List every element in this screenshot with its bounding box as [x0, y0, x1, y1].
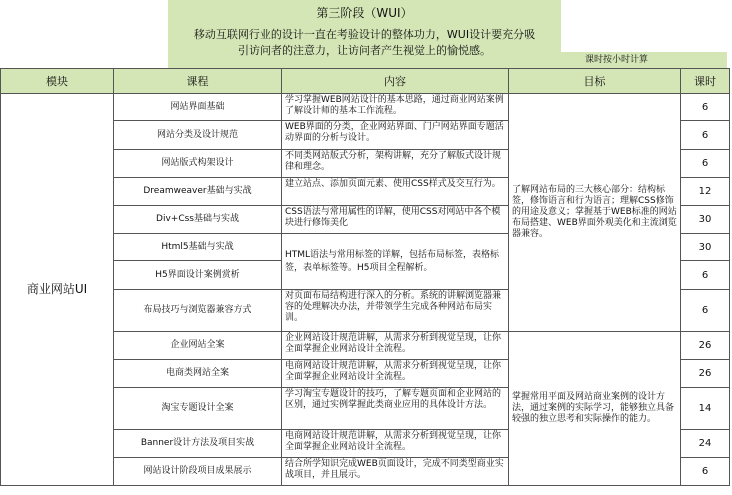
content-cell: 电商网站设计规范讲解，从需求分析到视觉呈现，让你全面掌握企业网站设计全流程。: [282, 360, 509, 388]
course-cell: 布局技巧与浏览器兼容方式: [114, 290, 282, 332]
course-cell: 淘宝专题设计全案: [114, 388, 282, 430]
hours-cell: 24: [681, 430, 730, 458]
stage-description-line-2: 引访问者的注意力，让访问者产生视觉上的愉悦感。: [238, 44, 491, 57]
column-header-goal: 目标: [509, 69, 681, 94]
course-table: [0, 68, 730, 486]
hours-cell: 26: [681, 360, 730, 388]
hours-cell: 6: [681, 458, 730, 486]
hours-cell: 14: [681, 388, 730, 430]
hours-cell: 6: [681, 94, 730, 121]
content-cell: WEB界面的分类，企业网站界面、门户网站界面专题活动界面的分析与设计。: [282, 121, 509, 150]
content-cell: 不同类网站版式分析，架构讲解，充分了解版式设计规律和理念。: [282, 150, 509, 178]
stage-description-line-1: 移动互联网行业的设计一直在考验设计的整体功力，WUI设计要充分吸: [193, 28, 536, 41]
content-cell: CSS语法与常用属性的详解，使用CSS对网站中各个模块进行修饰美化: [282, 206, 509, 234]
stage-banner: [168, 0, 561, 68]
column-header-hours: 课时: [681, 69, 730, 94]
stage-description: [174, 27, 555, 59]
course-cell: H5界面设计案例赏析: [114, 261, 282, 290]
goal-cell-1: 了解网站布局的三大核心部分：结构标签，修饰语言和行为语言；理解CSS修饰的用途及意义；掌握基于WEB标准的网站布局搭建、WEB界面外观美化和主流浏览器兼容。: [509, 94, 681, 332]
course-cell: 网站设计阶段项目成果展示: [114, 458, 282, 486]
stage-title: 第三阶段（WUI）: [316, 6, 413, 20]
content-cell: 建立站点、添加页面元素、使用CSS样式及交互行为。: [282, 178, 509, 206]
module-cell: 商业网站UI: [1, 94, 114, 486]
hours-cell: 6: [681, 121, 730, 150]
content-cell: 对页面布局结构进行深入的分析。系统的讲解浏览器兼容的处理解决办法，并带领学生完成各种网站布局实训。: [282, 290, 509, 332]
table-header-row: [1, 69, 730, 94]
content-cell: 学习掌握WEB网站设计的基本思路，通过商业网站案例了解设计师的基本工作流程。: [282, 94, 509, 121]
content-cell: 电商网站设计规范讲解，从需求分析到视觉呈现，让你全面掌握企业网站设计全流程。: [282, 430, 509, 458]
unit-note: 课时按小时计算: [561, 52, 727, 68]
hours-cell: 30: [681, 206, 730, 234]
content-cell: HTML语法与常用标签的详解，包括布局标签，表格标签，表单标签等。H5项目全程解析。: [282, 234, 509, 290]
course-cell: Dreamweaver基础与实战: [114, 178, 282, 206]
hours-cell: 26: [681, 332, 730, 360]
course-cell: Html5基础与实战: [114, 234, 282, 261]
course-cell: 企业网站全案: [114, 332, 282, 360]
goal-cell-2: 掌握常用平面及网站商业案例的设计方法，通过案例的实际学习，能够独立具备较强的独立思考和实际操作的能力。: [509, 332, 681, 486]
course-cell: 电商类网站全案: [114, 360, 282, 388]
course-cell: 网站界面基础: [114, 94, 282, 121]
hours-cell: 30: [681, 234, 730, 261]
content-cell: 企业网站设计规范讲解，从需求分析到视觉呈现，让你全面掌握企业网站设计全流程。: [282, 332, 509, 360]
course-cell: 网站分类及设计规范: [114, 121, 282, 150]
column-header-course: 课程: [114, 69, 282, 94]
content-cell: 学习淘宝专题设计的技巧，了解专题页面和企业网站的区别，通过实例掌握此类商业应用的具体设计方法。: [282, 388, 509, 430]
course-cell: Banner设计方法及项目实战: [114, 430, 282, 458]
hours-cell: 6: [681, 290, 730, 332]
column-header-module: 模块: [1, 69, 114, 94]
hours-cell: 12: [681, 178, 730, 206]
hours-cell: 6: [681, 150, 730, 178]
course-cell: 网站版式构架设计: [114, 150, 282, 178]
content-cell: 结合所学知识完成WEB页面设计，完成不同类型商业实战项目，并且展示。: [282, 458, 509, 486]
hours-cell: 6: [681, 261, 730, 290]
column-header-content: 内容: [282, 69, 509, 94]
course-cell: Div+Css基础与实战: [114, 206, 282, 234]
table-row: [1, 94, 730, 121]
